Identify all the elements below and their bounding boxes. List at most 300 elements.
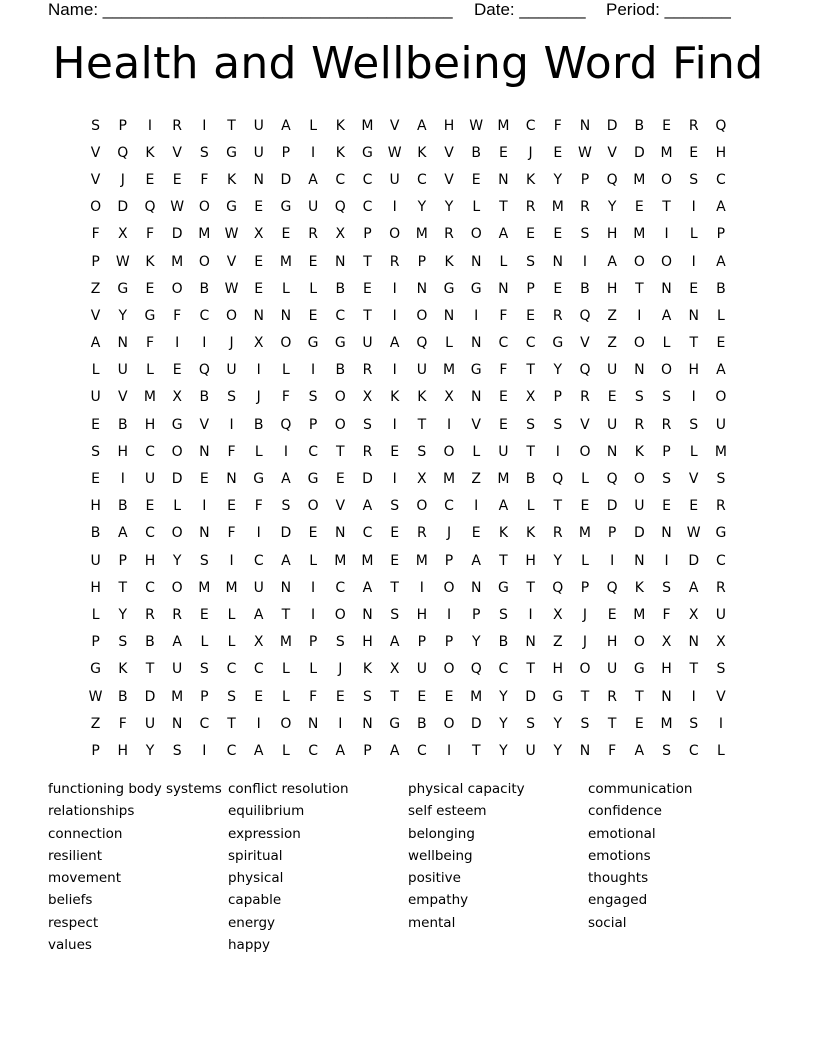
grid-letter: L — [173, 498, 182, 515]
grid-letter: Y — [607, 199, 617, 216]
grid-letter: C — [226, 661, 237, 678]
word-bank-item: communication — [588, 781, 693, 797]
grid-letter: N — [280, 579, 292, 596]
grid-letter: G — [226, 144, 237, 161]
grid-letter: M — [660, 715, 673, 732]
grid-letter: L — [91, 606, 100, 623]
grid-letter: Q — [198, 362, 210, 379]
grid-letter: S — [716, 661, 726, 678]
grid-letter: U — [172, 661, 183, 678]
grid-letter: X — [253, 226, 264, 243]
grid-letter: U — [226, 362, 237, 379]
grid-letter: X — [362, 389, 373, 406]
grid-letter: I — [392, 280, 397, 297]
grid-letter: E — [335, 688, 345, 705]
grid-letter: A — [281, 552, 291, 569]
grid-letter: A — [308, 171, 318, 188]
grid-letter: J — [229, 335, 234, 352]
grid-letter: H — [416, 606, 428, 623]
grid-letter: Y — [499, 715, 508, 732]
grid-letter: K — [526, 525, 536, 542]
grid-letter: E — [390, 443, 400, 460]
grid-letter: P — [662, 443, 671, 460]
grid-letter: N — [362, 715, 373, 732]
grid-letter: K — [417, 144, 427, 161]
grid-letter: C — [308, 742, 318, 759]
grid-letter: S — [689, 171, 699, 188]
grid-letter: R — [688, 117, 699, 134]
grid-letter: B — [525, 471, 536, 488]
grid-letter: J — [582, 606, 588, 623]
grid-letter: I — [202, 498, 207, 515]
grid-letter: U — [389, 171, 400, 188]
grid-letter: V — [117, 389, 128, 406]
grid-letter: V — [389, 117, 400, 134]
grid-letter: G — [90, 661, 102, 678]
grid-letter: E — [662, 498, 671, 515]
grid-letter: E — [634, 715, 644, 732]
grid-letter: F — [608, 742, 617, 759]
date-field: Date: _______ — [474, 0, 586, 19]
grid-letter: O — [633, 471, 645, 488]
grid-letter: F — [227, 525, 236, 542]
grid-letter: Q — [470, 661, 482, 678]
grid-letter: G — [253, 471, 265, 488]
grid-letter: K — [226, 171, 237, 188]
grid-letter: K — [335, 117, 345, 134]
grid-letter: T — [336, 443, 345, 460]
grid-letter: S — [716, 471, 726, 488]
grid-letter: A — [471, 552, 481, 569]
grid-letter: W — [88, 688, 103, 705]
grid-letter: W — [115, 253, 130, 270]
grid-letter: L — [227, 634, 236, 651]
grid-letter: Y — [118, 307, 128, 324]
grid-letter: S — [390, 606, 400, 623]
word-bank-item: wellbeing — [408, 847, 473, 864]
grid-letter: L — [472, 443, 481, 460]
grid-letter: G — [389, 715, 401, 732]
grid-letter: P — [607, 525, 617, 542]
grid-letter: G — [362, 144, 373, 161]
grid-letter: G — [117, 280, 129, 297]
grid-letter: O — [661, 362, 673, 379]
word-bank — [48, 778, 768, 956]
grid-letter: L — [689, 443, 698, 460]
grid-letter: F — [254, 498, 263, 515]
grid-letter: V — [172, 144, 182, 161]
grid-letter: E — [281, 226, 291, 243]
grid-letter: L — [91, 362, 100, 379]
grid-letter: O — [470, 226, 482, 243]
grid-letter: M — [225, 579, 238, 596]
grid-letter: K — [526, 171, 536, 188]
grid-letter: K — [634, 579, 644, 596]
grid-letter: X — [525, 389, 536, 406]
grid-letter: I — [718, 715, 723, 732]
grid-letter: C — [525, 117, 536, 134]
grid-letter: A — [716, 253, 726, 270]
grid-letter: H — [606, 280, 618, 297]
grid-letter: I — [664, 552, 669, 569]
grid-letter: X — [661, 634, 672, 651]
grid-letter: S — [417, 443, 427, 460]
grid-letter: N — [307, 715, 319, 732]
grid-letter: M — [198, 226, 211, 243]
grid-letter: F — [227, 443, 236, 460]
grid-letter: H — [90, 579, 101, 596]
grid-letter: H — [606, 226, 618, 243]
grid-letter: V — [471, 416, 481, 433]
grid-letter: R — [389, 253, 400, 270]
grid-letter: H — [117, 742, 129, 759]
grid-letter: J — [338, 661, 343, 678]
grid-letter: T — [145, 661, 155, 678]
grid-letter: F — [309, 688, 318, 705]
grid-letter: E — [498, 144, 508, 161]
grid-letter: F — [499, 362, 508, 379]
grid-letter: I — [446, 742, 452, 759]
grid-letter: Y — [499, 742, 508, 759]
grid-letter: L — [282, 280, 290, 297]
grid-letter: V — [580, 416, 590, 433]
grid-letter: A — [389, 742, 400, 759]
grid-letter: M — [578, 525, 592, 542]
grid-letter: I — [256, 362, 261, 379]
grid-letter: S — [118, 634, 128, 651]
grid-letter: V — [335, 498, 346, 515]
grid-letter: E — [390, 552, 400, 569]
grid-letter: K — [634, 443, 644, 460]
grid-letter: K — [335, 144, 345, 161]
grid-letter: O — [416, 498, 428, 515]
grid-letter: O — [307, 498, 319, 515]
grid-letter: P — [417, 253, 427, 270]
grid-letter: O — [198, 253, 210, 270]
grid-letter: Q — [606, 171, 618, 188]
grid-letter: A — [661, 307, 672, 324]
grid-letter: O — [171, 525, 183, 542]
grid-letter: L — [282, 362, 290, 379]
grid-letter: A — [634, 742, 645, 759]
grid-letter: P — [444, 552, 454, 569]
grid-letter: I — [311, 579, 316, 596]
grid-letter: C — [362, 525, 373, 542]
grid-letter: E — [607, 389, 617, 406]
grid-letter: G — [715, 525, 727, 542]
grid-letter: M — [334, 552, 347, 569]
grid-letter: O — [661, 171, 673, 188]
grid-letter: F — [145, 226, 154, 243]
grid-letter: Z — [607, 335, 617, 352]
grid-letter: B — [580, 280, 590, 297]
grid-letter: A — [362, 498, 373, 515]
grid-letter: P — [444, 634, 454, 651]
grid-letter: E — [335, 471, 345, 488]
word-bank-item: conflict resolution — [228, 781, 349, 797]
grid-letter: O — [661, 253, 673, 270]
grid-letter: F — [91, 226, 100, 243]
grid-letter: B — [117, 688, 128, 705]
grid-letter: Y — [417, 199, 427, 216]
grid-letter: R — [716, 498, 726, 515]
grid-letter: A — [417, 117, 427, 134]
grid-letter: E — [308, 307, 318, 324]
word-bank-item: beliefs — [48, 892, 93, 909]
grid-letter: E — [580, 498, 590, 515]
grid-letter: X — [253, 335, 264, 352]
grid-letter: A — [281, 117, 291, 134]
grid-letter: Q — [579, 362, 591, 379]
grid-letter: A — [117, 525, 128, 542]
grid-letter: S — [580, 715, 590, 732]
grid-letter: N — [117, 335, 129, 352]
grid-letter: S — [634, 389, 644, 406]
grid-letter: S — [580, 226, 590, 243]
grid-letter: I — [338, 715, 343, 732]
grid-letter: E — [526, 226, 536, 243]
grid-letter: Z — [607, 307, 617, 324]
grid-letter: N — [579, 742, 591, 759]
grid-letter: R — [580, 389, 590, 406]
grid-letter: S — [91, 443, 101, 460]
grid-letter: H — [144, 552, 156, 569]
grid-letter: G — [226, 199, 237, 216]
grid-letter: E — [471, 525, 481, 542]
grid-letter: E — [716, 335, 726, 352]
grid-letter: D — [171, 471, 183, 488]
grid-letter: J — [582, 634, 588, 651]
grid-letter: N — [470, 335, 482, 352]
grid-letter: A — [281, 471, 291, 488]
grid-letter: Q — [606, 579, 618, 596]
grid-letter: A — [498, 226, 509, 243]
word-bank-item: expression — [228, 825, 301, 842]
grid-letter: E — [254, 688, 264, 705]
grid-letter: I — [555, 443, 560, 460]
grid-letter: U — [307, 199, 319, 216]
grid-letter: F — [499, 307, 508, 324]
grid-letter: D — [362, 471, 373, 488]
grid-letter: O — [171, 280, 183, 297]
grid-letter: B — [417, 715, 427, 732]
grid-letter: C — [362, 171, 373, 188]
grid-letter: E — [553, 144, 563, 161]
grid-letter: E — [471, 171, 481, 188]
grid-letter: L — [581, 471, 589, 488]
grid-letter: R — [634, 416, 645, 433]
grid-letter: V — [716, 688, 726, 705]
grid-letter: M — [361, 117, 374, 134]
grid-letter: S — [308, 389, 318, 406]
grid-letter: E — [662, 117, 671, 134]
grid-letter: I — [474, 498, 479, 515]
grid-letter: T — [417, 416, 427, 433]
grid-letter: G — [633, 661, 645, 678]
grid-letter: P — [526, 280, 535, 297]
grid-letter: D — [117, 199, 129, 216]
grid-letter: N — [335, 525, 346, 542]
grid-letter: T — [118, 579, 128, 596]
grid-letter: T — [390, 579, 399, 596]
grid-letter: G — [470, 362, 482, 379]
grid-letter: D — [171, 226, 183, 243]
grid-letter: I — [528, 606, 533, 623]
grid-letter: E — [498, 389, 508, 406]
grid-letter: W — [469, 117, 484, 134]
grid-letter: I — [120, 471, 125, 488]
grid-letter: W — [170, 199, 185, 216]
grid-letter: V — [90, 307, 101, 324]
grid-letter: I — [392, 416, 397, 433]
grid-letter: C — [688, 742, 699, 759]
grid-letter: E — [145, 171, 155, 188]
grid-letter: E — [91, 416, 101, 433]
grid-letter: Q — [552, 579, 564, 596]
grid-letter: L — [499, 253, 508, 270]
grid-letter: T — [281, 606, 291, 623]
grid-letter: Y — [499, 688, 508, 705]
grid-letter: C — [525, 335, 536, 352]
grid-letter: H — [90, 498, 101, 515]
grid-letter: N — [688, 307, 699, 324]
grid-letter: Q — [606, 471, 618, 488]
grid-letter: O — [90, 199, 102, 216]
grid-letter: T — [662, 199, 671, 216]
word-bank-item: empathy — [408, 892, 469, 909]
grid-letter: F — [145, 335, 154, 352]
grid-letter: E — [689, 144, 699, 161]
grid-letter: R — [580, 199, 590, 216]
grid-letter: U — [144, 471, 156, 488]
letter-grid — [82, 112, 735, 765]
grid-letter: E — [553, 280, 563, 297]
grid-letter: H — [715, 144, 727, 161]
grid-letter: R — [308, 226, 318, 243]
grid-letter: Q — [334, 199, 346, 216]
grid-letter: D — [280, 171, 292, 188]
grid-letter: U — [525, 742, 536, 759]
grid-letter: S — [662, 471, 671, 488]
grid-letter: I — [175, 335, 180, 352]
grid-letter: G — [470, 280, 482, 297]
grid-letter: C — [716, 552, 726, 569]
word-bank-item: happy — [228, 937, 270, 954]
grid-letter: O — [633, 634, 645, 651]
grid-letter: P — [91, 253, 100, 270]
grid-letter: I — [691, 199, 696, 216]
grid-letter: C — [145, 443, 155, 460]
grid-letter: V — [226, 253, 237, 270]
grid-letter: O — [171, 443, 183, 460]
grid-letter: E — [172, 171, 182, 188]
grid-letter: U — [90, 552, 101, 569]
grid-letter: Y — [553, 742, 563, 759]
grid-letter: A — [716, 199, 726, 216]
grid-letter: I — [610, 552, 615, 569]
grid-letter: W — [387, 144, 402, 161]
grid-letter: Z — [90, 280, 101, 297]
grid-letter: O — [633, 335, 645, 352]
grid-letter: E — [308, 253, 318, 270]
grid-letter: P — [716, 226, 726, 243]
grid-letter: L — [309, 280, 317, 297]
word-bank-item: spiritual — [228, 847, 283, 864]
grid-letter: H — [362, 634, 373, 651]
grid-letter: S — [526, 253, 536, 270]
grid-letter: D — [606, 117, 618, 134]
grid-letter: E — [417, 688, 427, 705]
grid-letter: T — [526, 362, 535, 379]
grid-letter: H — [144, 416, 156, 433]
grid-letter: N — [199, 443, 210, 460]
grid-letter: N — [362, 606, 373, 623]
grid-letter: E — [91, 471, 101, 488]
grid-letter: Q — [552, 471, 564, 488]
grid-letter: C — [362, 199, 373, 216]
grid-letter: Y — [118, 606, 128, 623]
grid-letter: Q — [715, 117, 727, 134]
grid-letter: Q — [280, 416, 292, 433]
grid-letter: F — [662, 606, 671, 623]
grid-letter: N — [661, 280, 672, 297]
grid-letter: S — [363, 416, 372, 433]
grid-letter: R — [716, 579, 726, 596]
grid-letter: S — [227, 389, 236, 406]
grid-letter: S — [91, 117, 101, 134]
word-bank-item: engaged — [588, 892, 648, 909]
grid-letter: T — [499, 552, 508, 569]
grid-letter: M — [660, 144, 673, 161]
grid-letter: L — [445, 335, 453, 352]
grid-letter: K — [362, 661, 373, 678]
grid-letter: I — [691, 688, 696, 705]
grid-letter: Z — [90, 715, 101, 732]
grid-letter: E — [199, 471, 209, 488]
grid-letter: S — [689, 416, 699, 433]
grid-letter: S — [526, 416, 536, 433]
grid-letter: C — [226, 742, 237, 759]
grid-letter: S — [526, 715, 536, 732]
grid-letter: V — [688, 471, 699, 488]
grid-letter: Y — [471, 634, 481, 651]
grid-letter: P — [580, 579, 590, 596]
grid-letter: L — [717, 742, 725, 759]
grid-letter: C — [416, 742, 427, 759]
grid-letter: A — [335, 742, 346, 759]
grid-letter: V — [90, 144, 101, 161]
grid-letter: Q — [416, 335, 428, 352]
grid-letter: C — [145, 579, 155, 596]
grid-letter: L — [689, 226, 698, 243]
word-bank-item: mental — [408, 914, 456, 931]
grid-letter: M — [279, 253, 292, 270]
grid-letter: O — [443, 661, 455, 678]
grid-letter: M — [171, 688, 184, 705]
grid-letter: U — [715, 606, 727, 623]
grid-letter: S — [172, 742, 182, 759]
grid-letter: N — [199, 525, 210, 542]
grid-letter: N — [498, 171, 509, 188]
grid-letter: O — [334, 606, 346, 623]
grid-letter: M — [633, 226, 646, 243]
grid-letter: A — [389, 634, 400, 651]
grid-letter: A — [253, 742, 264, 759]
worksheet-header — [0, 0, 816, 20]
grid-letter: Y — [444, 199, 454, 216]
grid-letter: N — [416, 280, 428, 297]
grid-letter: G — [334, 335, 346, 352]
